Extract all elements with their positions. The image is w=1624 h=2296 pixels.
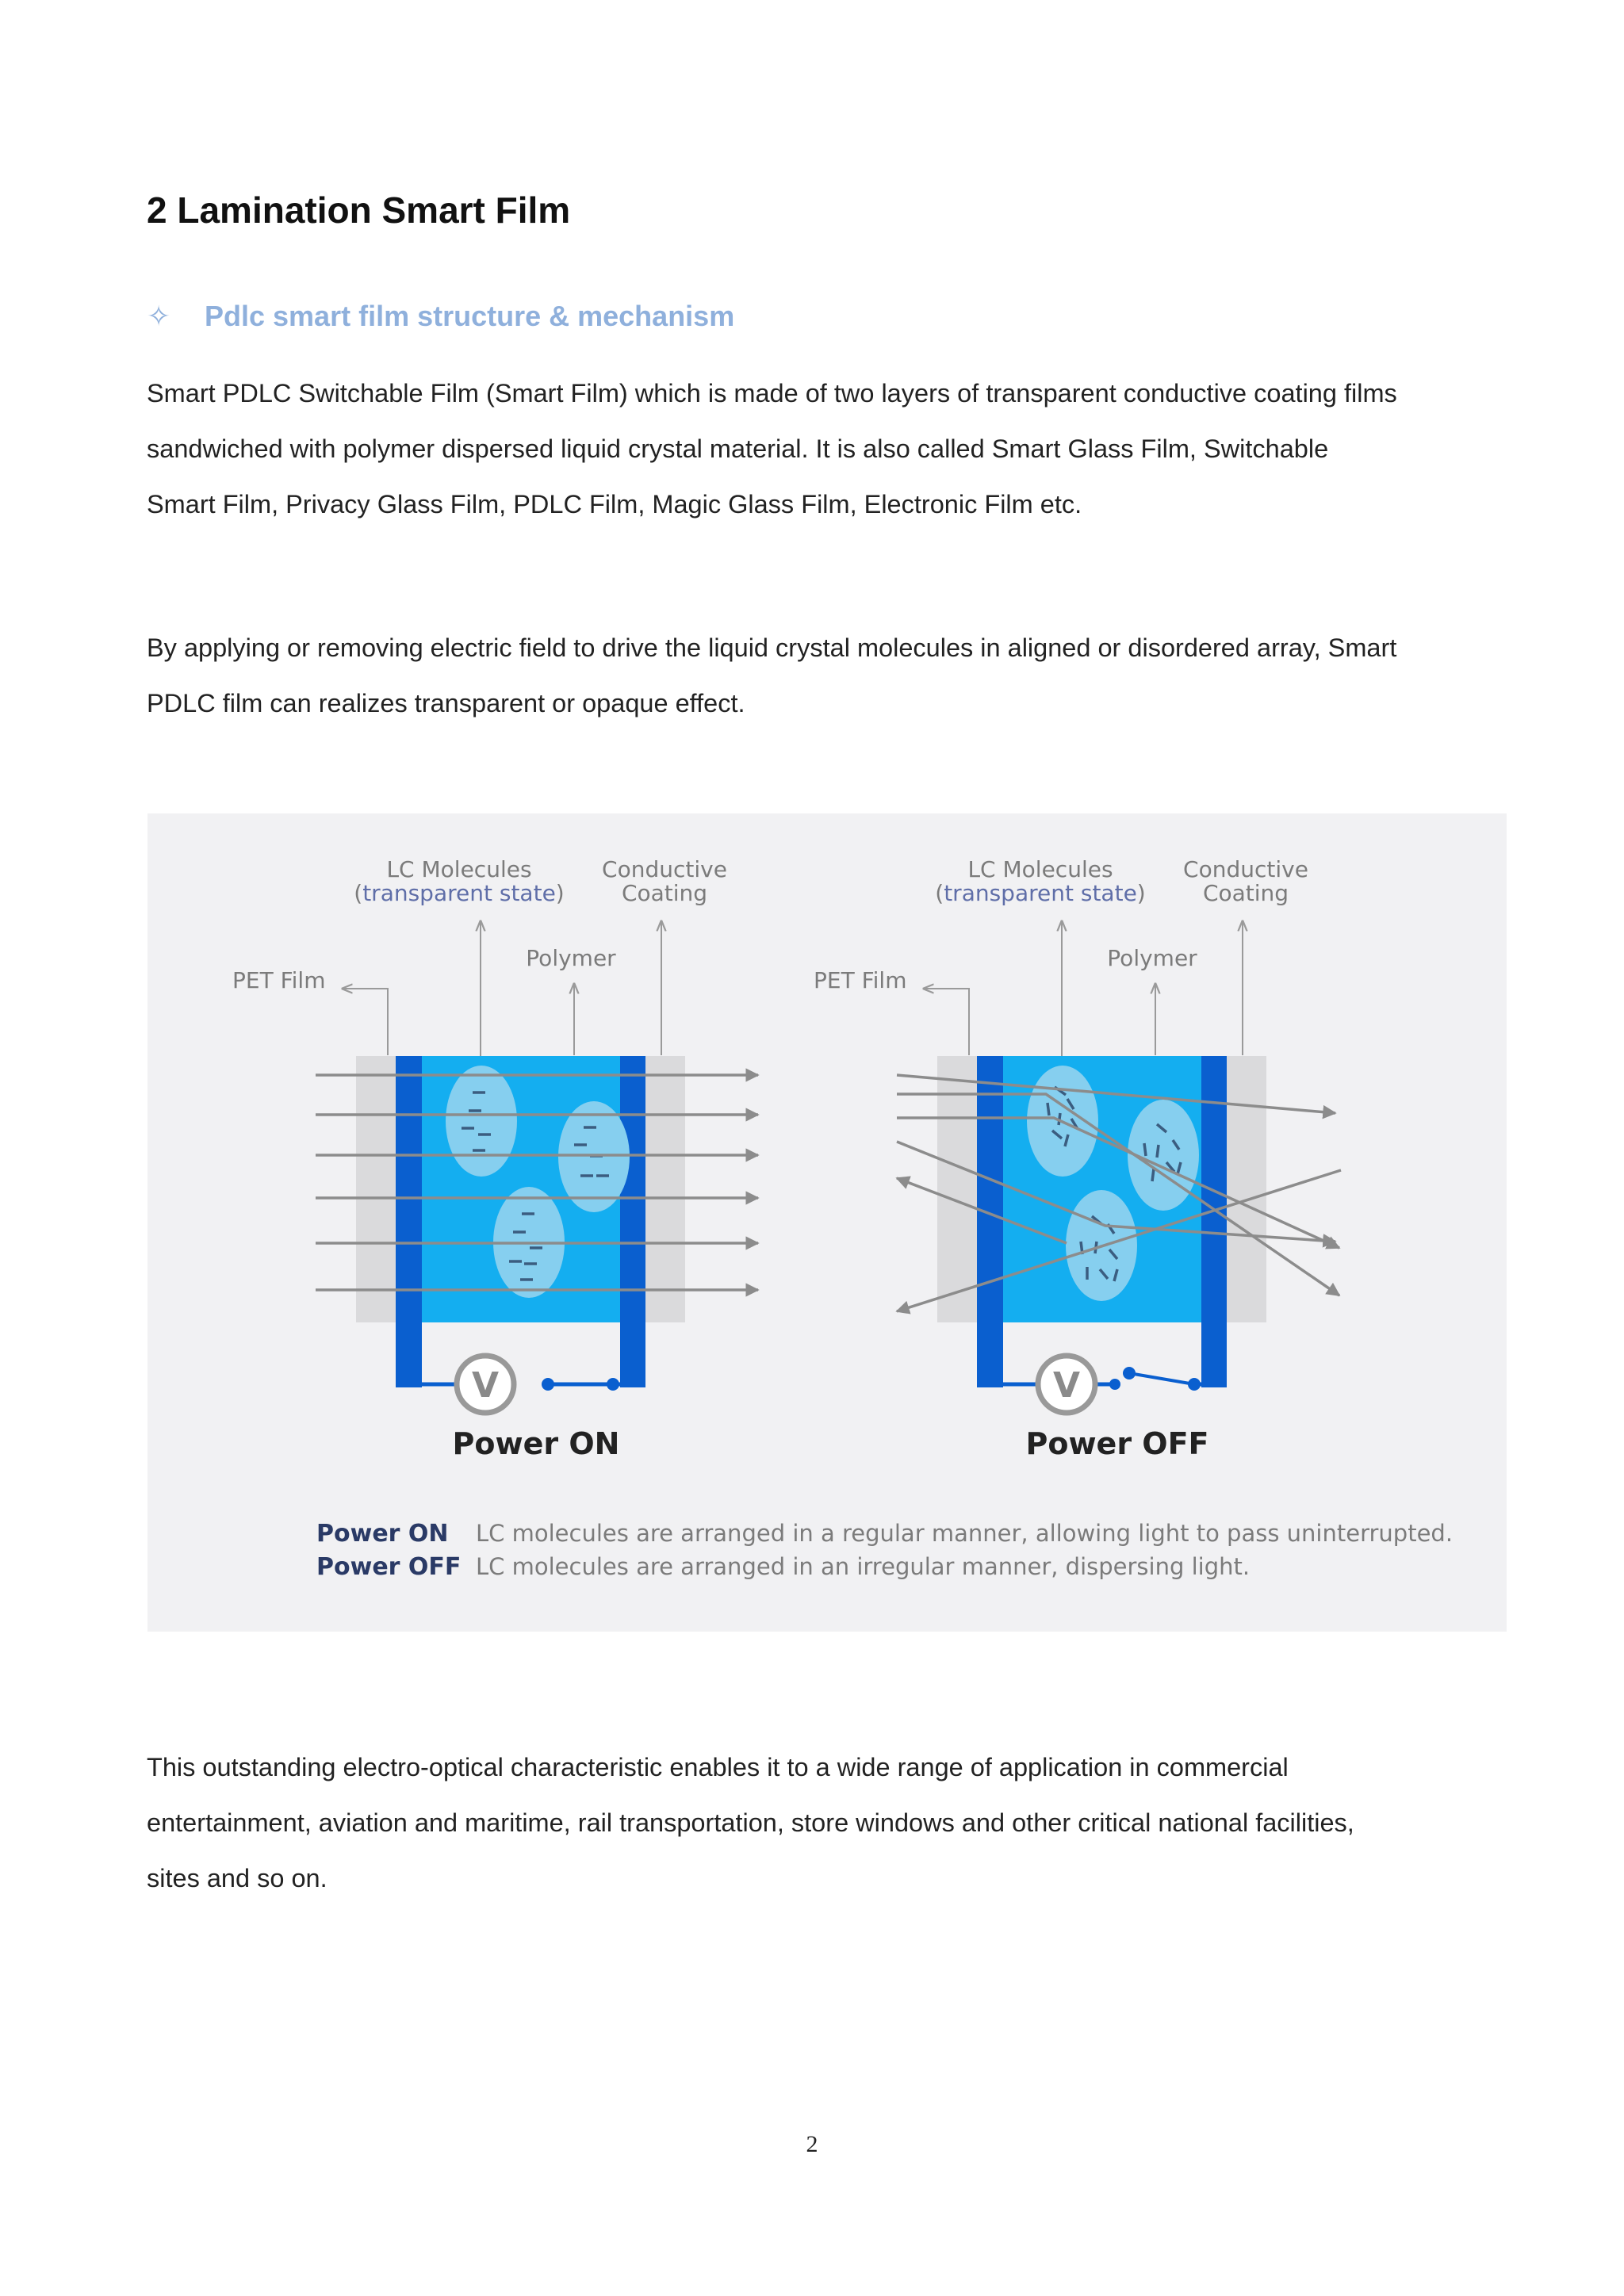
pet-film-left xyxy=(356,1056,396,1322)
paragraph-line: By applying or removing electric field to drive the liquid crystal molecules in aligned or disordered array, Smart xyxy=(147,633,1397,662)
pet-film-right xyxy=(1227,1056,1266,1322)
transparent-state-label: (transparent state) xyxy=(935,880,1146,906)
coating-label: Coating xyxy=(1202,880,1289,906)
lc-molecules-label: LC Molecules xyxy=(386,856,532,882)
conductive-coating-left xyxy=(396,1056,422,1322)
voltmeter-icon xyxy=(1038,1356,1095,1413)
paragraph-line: entertainment, aviation and maritime, rail transportation, store windows and other critical national facilities, xyxy=(147,1808,1354,1837)
paragraph-line: Smart PDLC Switchable Film (Smart Film) which is made of two layers of transparent conductive coating films xyxy=(147,379,1397,408)
paragraph-line: sandwiched with polymer dispersed liquid crystal material. It is also called Smart Glass Film, Switchable xyxy=(147,434,1329,463)
power-off-panel xyxy=(814,856,1341,1461)
pet-film-left xyxy=(937,1056,977,1322)
legend-text-on: LC molecules are arranged in a regular manner, allowing light to pass uninterrupted. xyxy=(476,1520,1454,1547)
svg-text:V: V xyxy=(1052,1365,1081,1406)
section-heading-text: Pdlc smart film structure & mechanism xyxy=(205,300,735,332)
paragraph-line: sites and so on. xyxy=(147,1864,327,1892)
paragraph-line: Smart Film, Privacy Glass Film, PDLC Film, Magic Glass Film, Electronic Film etc. xyxy=(147,490,1082,519)
pet-film-label: PET Film xyxy=(232,967,326,993)
four-point-star-icon: ✧ xyxy=(147,300,171,332)
transparent-state-label: (transparent state) xyxy=(354,880,565,906)
applications-paragraph xyxy=(147,1739,1495,1906)
conductive-label: Conductive xyxy=(602,856,727,882)
paragraph-line: This outstanding electro-optical characteristic enables it to a wide range of application in commercial xyxy=(147,1753,1289,1781)
intro-paragraph xyxy=(147,365,1495,532)
lc-molecules-label: LC Molecules xyxy=(967,856,1113,882)
mechanism-paragraph xyxy=(147,620,1495,731)
power-off-caption: Power OFF xyxy=(1025,1426,1209,1461)
voltmeter-icon xyxy=(457,1356,514,1413)
polymer-label: Polymer xyxy=(1107,945,1197,971)
conductive-coating-right xyxy=(1201,1056,1227,1322)
pdlc-diagram xyxy=(147,813,1507,1632)
figure-legend xyxy=(316,1520,1453,1581)
pet-film-right xyxy=(645,1056,685,1322)
legend-text-off: LC molecules are arranged in an irregular manner, dispersing light. xyxy=(476,1553,1251,1580)
paragraph-line: PDLC film can realizes transparent or opaque effect. xyxy=(147,689,745,718)
svg-text:V: V xyxy=(471,1365,500,1406)
section-heading xyxy=(147,300,734,333)
pet-film-label: PET Film xyxy=(814,967,907,993)
conductive-label: Conductive xyxy=(1183,856,1308,882)
power-on-panel xyxy=(232,856,758,1461)
coating-label: Coating xyxy=(621,880,708,906)
polymer-label: Polymer xyxy=(526,945,616,971)
page-title: 2 Lamination Smart Film xyxy=(147,189,571,231)
power-on-caption: Power ON xyxy=(452,1426,620,1461)
conductive-coating-right xyxy=(620,1056,645,1322)
legend-key-off: Power OFF xyxy=(316,1553,462,1581)
legend-key-on: Power ON xyxy=(316,1520,449,1548)
page-number: 2 xyxy=(806,2131,818,2157)
